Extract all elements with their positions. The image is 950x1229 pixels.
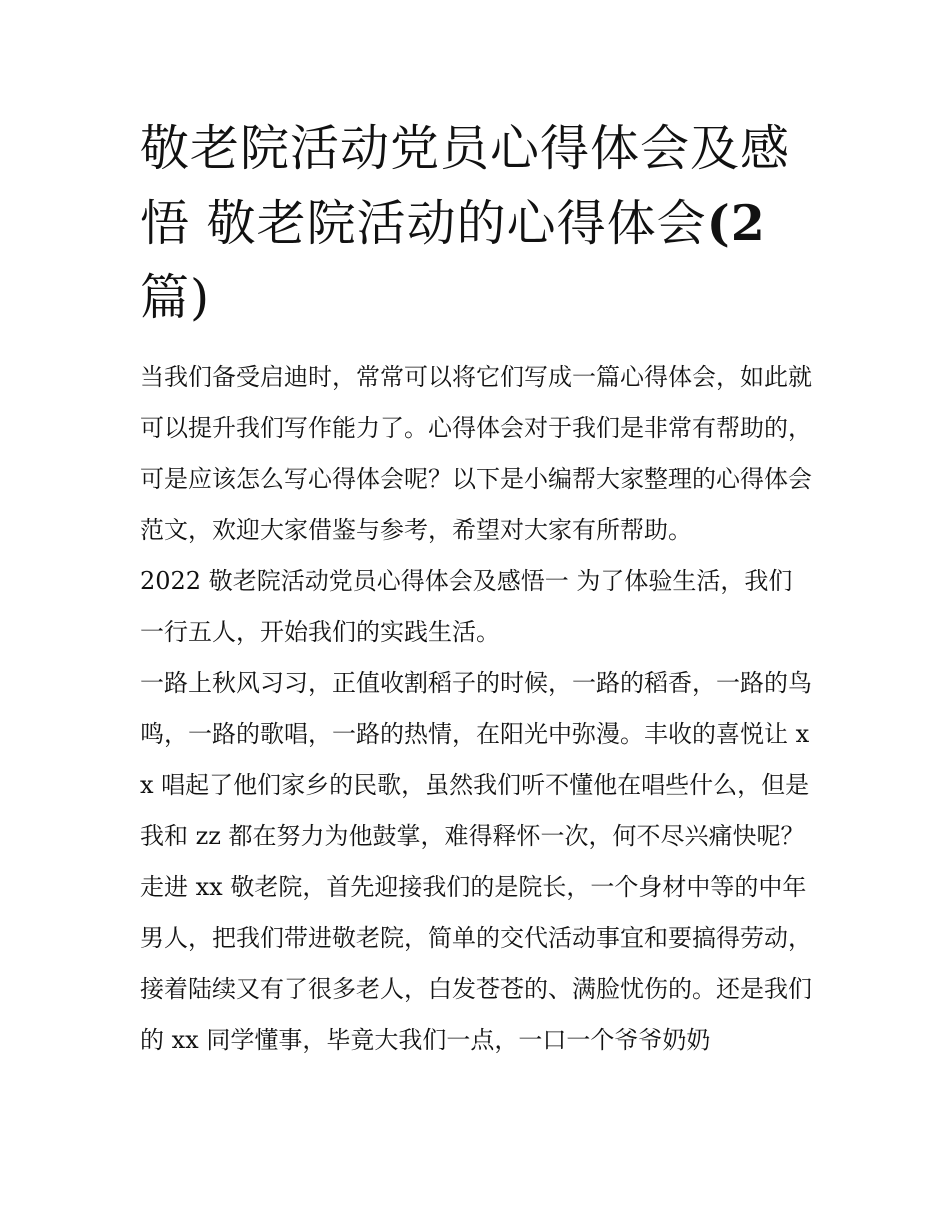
document-title (140, 112, 820, 335)
paragraph-arrival: 走进 xx 敬老院，首先迎接我们的是院长，一个身材中等的中年男人，把我们带进敬老院，简单的交代活动事宜和要搞得劳动，接着陆续又有了很多老人，白发苍苍的、满脸忧伤的。还是我们的 xx 同学懂事，毕竟大我们一点，一口一个爷爷奶奶 (140, 873, 812, 1054)
paragraph-journey: 一路上秋风习习，正值收割稻子的时候，一路的稻香，一路的鸟鸣，一路的歌唱，一路的热情，在阳光中弥漫。丰收的喜悦让 xx 唱起了他们家乡的民歌，虽然我们听不懂他在唱些什么，但是我和 zz 都在努力为他鼓掌，难得释怀一次，何不尽兴痛快呢？ (140, 669, 812, 850)
title-main: 敬老院活动党员心得体会及感悟 敬老院活动的心得体会 (140, 120, 791, 252)
title-tail-line: 篇) (140, 269, 211, 326)
paragraph-section-one: 2022 敬老院活动党员心得体会及感悟一 为了体验生活，我们一行五人，开始我们的实践生活。 (140, 567, 793, 646)
document-body (140, 352, 812, 1066)
title-tail: (2 (706, 194, 766, 252)
paragraph-intro: 当我们备受启迪时，常常可以将它们写成一篇心得体会，如此就可以提升我们写作能力了。心得体会对于我们是非常有帮助的，可是应该怎么写心得体会呢？以下是小编帮大家整理的心得体会范文，欢迎大家借鉴与参考，希望对大家有所帮助。 (140, 363, 812, 544)
